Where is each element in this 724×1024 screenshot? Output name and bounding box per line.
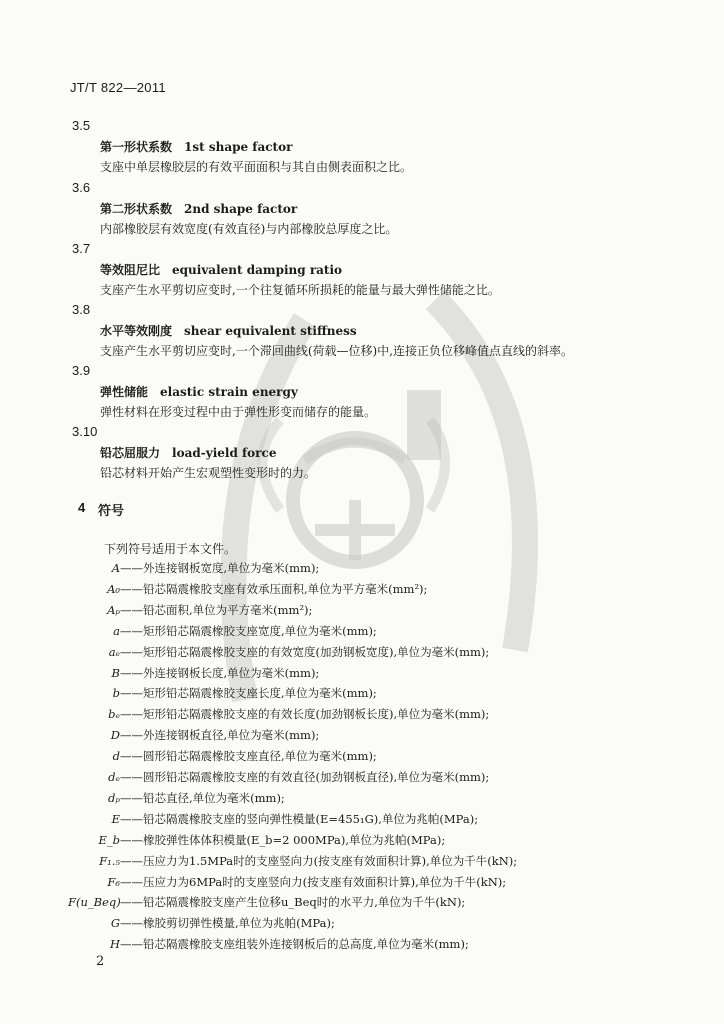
symbol-row <box>68 894 465 910</box>
term-number: 3.5 <box>72 118 91 133</box>
section-4-title: 符号 <box>98 503 125 518</box>
symbol-row <box>68 623 377 639</box>
term-heading <box>100 383 298 400</box>
symbol-description: ——铅芯面积,单位为平方毫米(mm²); <box>120 602 313 617</box>
term-english-name: 2nd shape factor <box>184 202 298 216</box>
term-chinese-name: 等效阻尼比 <box>100 263 161 277</box>
symbol-row <box>68 915 335 931</box>
symbol-row <box>68 832 445 848</box>
term-number: 3.6 <box>72 180 91 195</box>
term-heading <box>100 444 276 461</box>
term-definition: 支座产生水平剪切应变时,一个往复循环所损耗的能量与最大弹性储能之比。 <box>100 283 500 297</box>
symbol-description: ——外连接钢板宽度,单位为毫米(mm); <box>120 561 320 575</box>
symbol-description: ——铅芯直径,单位为毫米(mm); <box>120 790 285 805</box>
symbol-description: ——铅芯隔震橡胶支座的竖向弹性模量(E=455₁G),单位为兆帕(MPa); <box>120 811 479 826</box>
symbol-row <box>68 581 427 597</box>
symbol-description: ——橡胶弹性体体积模量(E_b=2 000MPa),单位为兆帕(MPa); <box>120 832 446 847</box>
symbol-description: ——矩形铅芯隔震橡胶支座长度,单位为毫米(mm); <box>120 686 377 701</box>
symbol-description: ——矩形铅芯隔震橡胶支座的有效宽度(加劲钢板宽度),单位为毫米(mm); <box>120 644 490 659</box>
symbol-name: F₁.₅ <box>99 853 120 868</box>
symbol-description: ——外连接钢板直径,单位为毫米(mm); <box>120 728 320 743</box>
symbol-name: dₑ <box>108 770 120 784</box>
term-heading <box>100 200 297 217</box>
symbol-row <box>68 853 517 869</box>
section-4-intro: 下列符号适用于本文件。 <box>104 542 237 556</box>
symbol-row <box>68 936 469 952</box>
page-number: 2 <box>96 954 105 969</box>
symbol-name: E <box>111 811 120 826</box>
symbol-name: b <box>112 686 120 701</box>
symbol-name: A₀ <box>107 581 120 596</box>
term-english-name: 1st shape factor <box>184 140 293 154</box>
symbol-name: D <box>110 728 120 743</box>
symbol-name: H <box>109 937 120 952</box>
symbol-row <box>68 727 319 743</box>
symbol-name: aₑ <box>108 644 120 659</box>
symbol-description: ——铅芯隔震橡胶支座产生位移u_Beq时的水平力,单位为千牛(kN); <box>120 895 466 910</box>
symbol-row <box>68 811 478 827</box>
term-chinese-name: 弹性储能 <box>100 385 149 399</box>
term-definition: 支座中单层橡胶层的有效平面面积与其自由侧表面积之比。 <box>100 160 413 174</box>
symbol-description: ——圆形铅芯隔震橡胶支座的有效直径(加劲钢板直径),单位为毫米(mm); <box>120 770 490 784</box>
symbol-description: ——压应力为1.5MPa时的支座竖向力(按支座有效面积计算),单位为千牛(kN); <box>120 853 518 868</box>
symbol-row <box>68 685 377 701</box>
symbol-row <box>68 874 506 890</box>
symbol-name: Aₚ <box>107 602 120 617</box>
term-definition: 内部橡胶层有效宽度(有效直径)与内部橡胶总厚度之比。 <box>100 222 398 236</box>
term-heading <box>100 261 342 278</box>
symbol-row <box>68 644 489 660</box>
term-number: 3.9 <box>72 363 91 378</box>
term-number: 3.8 <box>72 302 91 317</box>
term-chinese-name: 第一形状系数 <box>100 140 173 154</box>
term-definition: 铅芯材料开始产生宏观塑性变形时的力。 <box>100 466 317 480</box>
symbol-description: ——圆形铅芯隔震橡胶支座直径,单位为毫米(mm); <box>120 749 377 764</box>
term-english-name: load-yield force <box>172 446 277 460</box>
symbol-name: G <box>110 916 120 931</box>
term-definition: 支座产生水平剪切应变时,一个滞回曲线(荷载—位移)中,连接正负位移峰值点直线的斜率。 <box>100 344 573 358</box>
term-heading <box>100 322 357 339</box>
symbol-description: ——矩形铅芯隔震橡胶支座宽度,单位为毫米(mm); <box>120 623 377 638</box>
symbol-name: dₚ <box>108 790 120 805</box>
symbol-row <box>68 665 319 681</box>
symbol-description: ——外连接钢板长度,单位为毫米(mm); <box>120 665 320 680</box>
term-number: 3.10 <box>72 424 98 439</box>
symbol-name: a <box>113 623 120 638</box>
symbol-description: ——橡胶剪切弹性模量,单位为兆帕(MPa); <box>120 916 335 931</box>
symbol-name: F(u_Beq) <box>68 895 121 910</box>
symbol-row <box>68 748 377 764</box>
document-code-header: JT/T 822—2011 <box>70 80 166 95</box>
symbol-row <box>68 706 489 722</box>
term-english-name: equivalent damping ratio <box>172 263 343 277</box>
term-chinese-name: 铅芯屈服力 <box>100 446 161 460</box>
symbol-name: B <box>111 665 120 680</box>
symbol-row <box>68 790 285 806</box>
symbol-name: d <box>112 749 120 764</box>
term-english-name: elastic strain energy <box>160 385 298 399</box>
term-english-name: shear equivalent stiffness <box>184 324 357 338</box>
symbol-name: A <box>111 561 120 575</box>
term-chinese-name: 第二形状系数 <box>100 202 173 216</box>
term-definition: 弹性材料在形变过程中由于弹性形变而储存的能量。 <box>100 405 377 419</box>
term-number: 3.7 <box>72 241 91 256</box>
symbol-name: bₑ <box>108 707 120 722</box>
symbol-description: ——压应力为6MPa时的支座竖向力(按支座有效面积计算),单位为千牛(kN); <box>120 874 507 889</box>
symbol-description: ——铅芯隔震橡胶支座有效承压面积,单位为平方毫米(mm²); <box>120 581 428 596</box>
symbol-row <box>68 560 319 576</box>
symbol-row <box>68 602 312 618</box>
term-chinese-name: 水平等效刚度 <box>100 324 173 338</box>
section-4-number: 4 <box>78 500 86 515</box>
symbol-name: F₆ <box>107 874 120 889</box>
symbol-description: ——矩形铅芯隔震橡胶支座的有效长度(加劲钢板长度),单位为毫米(mm); <box>120 707 490 722</box>
symbol-name: E_b <box>98 832 120 847</box>
symbol-row <box>68 769 489 785</box>
term-heading <box>100 138 292 155</box>
symbol-description: ——铅芯隔震橡胶支座组装外连接钢板后的总高度,单位为毫米(mm); <box>120 937 469 952</box>
